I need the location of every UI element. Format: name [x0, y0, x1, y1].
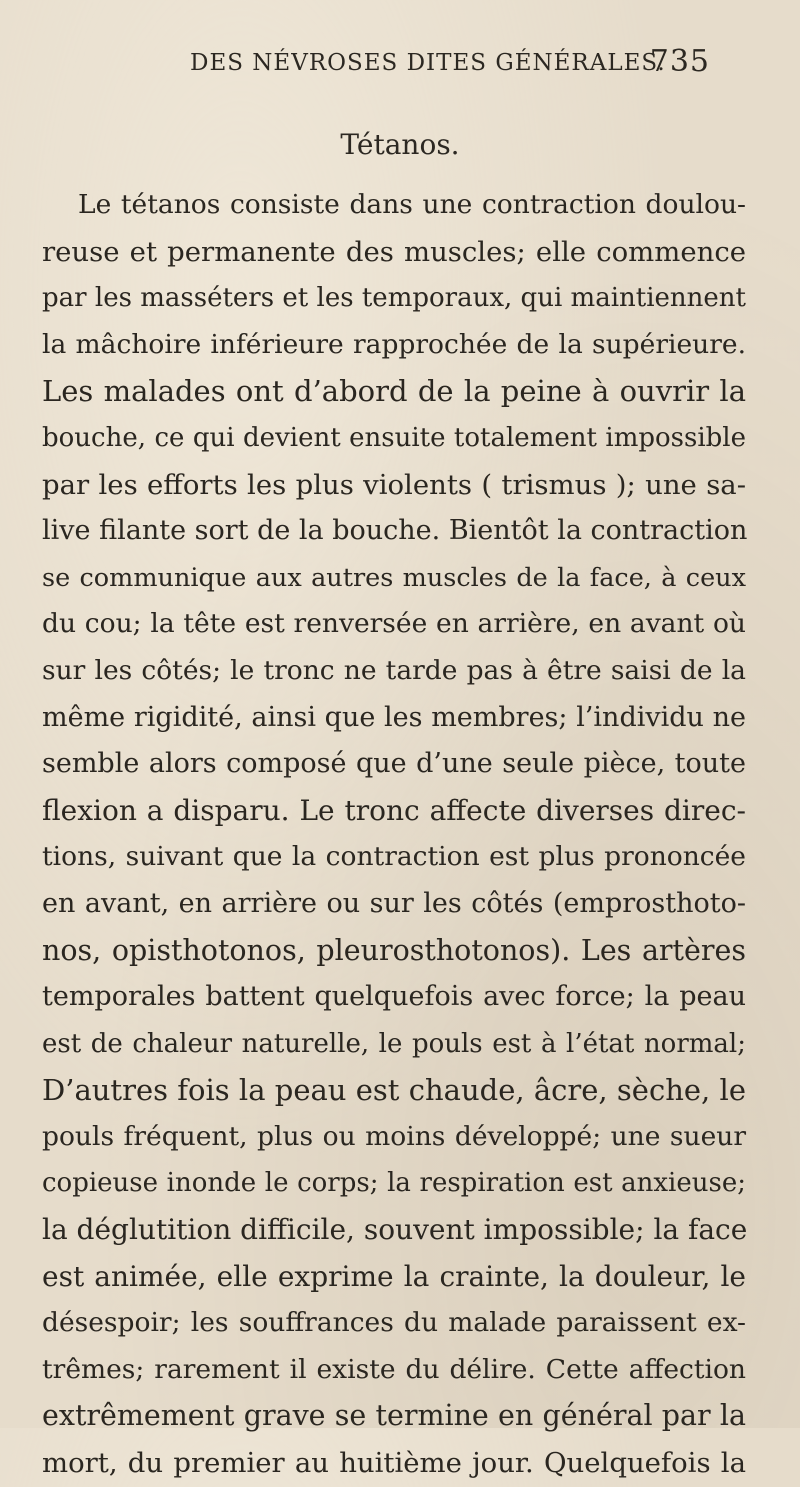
text-line: flexion a disparu. Le tronc affecte diverses direc- [42, 793, 746, 827]
text-line: désespoir; les souffrances du malade paraissent ex- [42, 1307, 746, 1339]
text-line: la déglutition difficile, souvent impossible; la face [42, 1213, 748, 1247]
text-line: Les malades ont d’abord de la peine à ouvrir la [42, 374, 746, 409]
text-line: temporales battent quelquefois avec force; la peau [42, 981, 746, 1013]
text-line: pouls fréquent, plus ou moins développé; une sueur [42, 1120, 746, 1152]
text-line: bouche, ce qui devient ensuite totalement impossible [42, 422, 746, 453]
text-line: en avant, en arrière ou sur les côtés (emprosthoto- [42, 887, 746, 919]
text-line: est de chaleur naturelle, le pouls est à l’état normal; [42, 1028, 746, 1059]
text-line: par les masséters et les temporaux, qui maintiennent [42, 283, 746, 314]
running-title: DES NÉVROSES DITES GÉNÉRALES. [190, 50, 666, 76]
text-line: est animée, elle exprime la crainte, la douleur, le [42, 1259, 746, 1293]
text-line: la mâchoire inférieure rapprochée de la supérieure. [42, 328, 746, 360]
text-line: mort, du premier au huitième jour. Quelquefois la [42, 1447, 746, 1480]
body-paragraph [42, 182, 746, 1487]
text-line: se communique aux autres muscles de la face, à ceux [42, 562, 746, 593]
text-line: du cou; la tête est renversée en arrière, en avant où [42, 608, 746, 640]
running-head [190, 44, 730, 84]
text-line: par les efforts les plus violents ( trismus ); une sa- [42, 468, 746, 501]
section-title: Tétanos. [340, 128, 460, 161]
text-line: trêmes; rarement il existe du délire. Cette affection [42, 1353, 746, 1385]
text-line: tions, suivant que la contraction est plus prononcée [42, 841, 746, 873]
text-line: nos, opisthotonos, pleurosthotonos). Les artères [42, 933, 746, 967]
text-line: Le tétanos consiste dans une contraction doulou- [78, 189, 746, 220]
text-line: sur les côtés; le tronc ne tarde pas à être saisi de la [42, 654, 746, 686]
text-line: live filante sort de la bouche. Bientôt la contraction [42, 515, 748, 547]
text-line: extrêmement grave se termine en général par la [42, 1399, 746, 1433]
text-line: même rigidité, ainsi que les membres; l’individu ne [42, 701, 746, 733]
text-line: reuse et permanente des muscles; elle commence [42, 235, 746, 268]
page-number: 735 [649, 44, 710, 79]
text-line: semble alors composé que d’une seule pièce, toute [42, 748, 746, 780]
text-line: D’autres fois la peau est chaude, âcre, sèche, le [42, 1073, 746, 1108]
text-line: copieuse inonde le corps; la respiration est anxieuse; [42, 1168, 746, 1199]
